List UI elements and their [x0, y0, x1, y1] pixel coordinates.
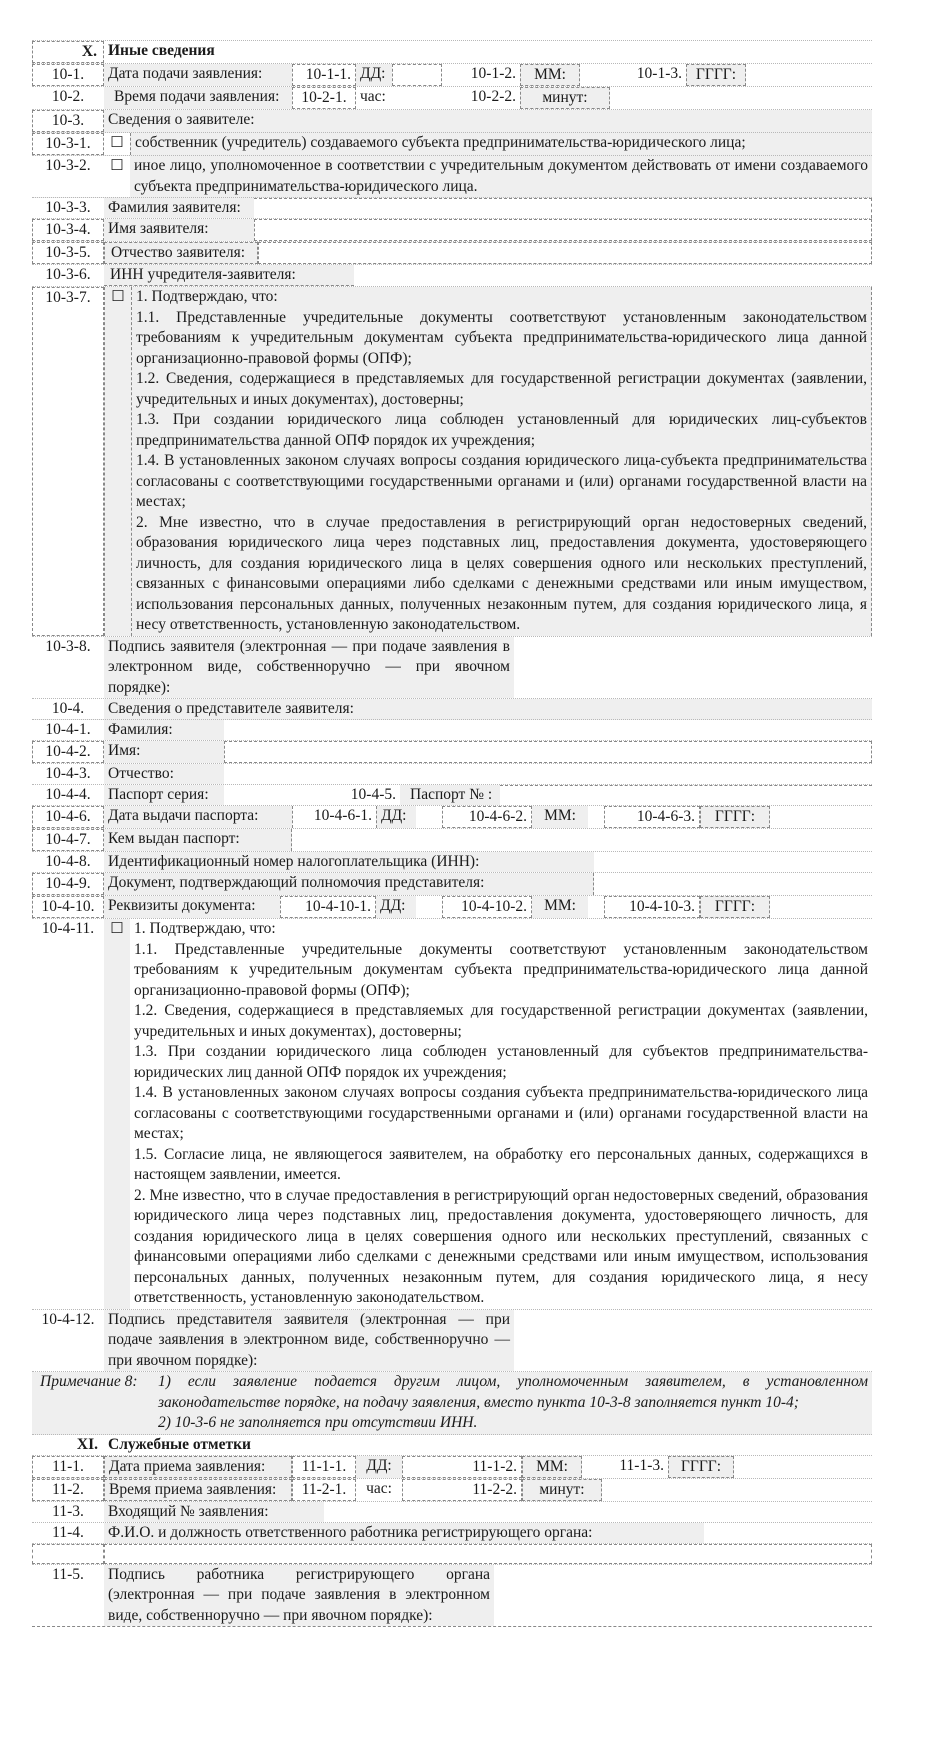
officer-label: Ф.И.О. и должность ответственного работника регистрирующего органа: — [104, 1523, 704, 1543]
receipt-time-label: Время приема заявления: — [104, 1479, 292, 1501]
field-number: 10-4-3. — [45, 765, 91, 782]
month-input[interactable] — [580, 64, 620, 86]
subfield-number: 10-4-6-3. — [604, 806, 700, 828]
row-10-4-11 — [32, 919, 872, 1310]
applicant-info-label: Сведения о заявителе: — [108, 111, 255, 128]
empty-number-cell — [32, 1544, 104, 1564]
row-11-3 — [32, 1502, 872, 1523]
month-label: ММ: — [532, 806, 588, 828]
field-number: 10-4-5. — [350, 786, 396, 803]
minute-input[interactable] — [610, 87, 872, 109]
row-10-3-1 — [32, 133, 872, 156]
month-label: ММ: — [520, 64, 580, 86]
rep-surname-label: Фамилия: — [104, 720, 224, 740]
row-10-4-6 — [32, 806, 872, 829]
year-label: ГГГГ: — [686, 64, 746, 86]
surname-input[interactable] — [254, 198, 872, 218]
incoming-number-input[interactable] — [324, 1502, 872, 1522]
field-number: 10-4-1. — [45, 721, 91, 738]
month-input[interactable] — [588, 896, 604, 918]
field-number: 10-3-1. — [32, 133, 104, 155]
confirm-line: 1.3. При создании юридического лица соблюден установленный для юридических лиц-субъектов предпринимательства данной ОПФ порядок их учреждения; — [136, 411, 867, 449]
row-10-3-6 — [32, 265, 872, 287]
confirm-line: 1.1. Представленные учредительные документы соответствуют установленным законодательством требованиям к учредительным документам субъекта предпринимательства-юридического лица данной организационно-правовой формы (ОПФ); — [134, 940, 868, 999]
authorized-person-checkbox[interactable]: ☐ — [104, 156, 130, 197]
rep-surname-input[interactable] — [224, 720, 872, 740]
hour-input[interactable] — [392, 87, 442, 109]
field-number: 10-3-6. — [45, 266, 91, 283]
row-10-4-8 — [32, 852, 872, 873]
rep-inn-label: Идентификационный номер налогоплательщика (ИНН): — [104, 852, 594, 872]
section-title: Служебные отметки — [108, 1435, 251, 1453]
rep-inn-input[interactable] — [594, 852, 872, 872]
rep-signature-label: Подпись представителя заявителя (электронная — при подаче заявления в электронном виде, собственноручно — при явочном порядке): — [104, 1310, 514, 1372]
rep-name-label: Имя: — [104, 741, 224, 763]
applicant-signature-label: Подпись заявителя (электронная — при подаче заявления в электронном виде, собственноручно — при явочном порядке): — [104, 637, 514, 699]
confirm-line: 1. Подтверждаю, что: — [134, 920, 276, 937]
passport-series-input[interactable] — [224, 785, 328, 805]
row-10-3-4 — [32, 219, 872, 242]
field-number: 10-4-12. — [41, 1310, 95, 1328]
row-10-4-1 — [32, 720, 872, 741]
row-10-3-2 — [32, 156, 872, 198]
field-number: 10-3-5. — [32, 242, 104, 264]
section-xi-header — [32, 1435, 872, 1456]
subfield-number: 11-2-2. — [402, 1479, 522, 1501]
day-input[interactable] — [392, 64, 442, 86]
subfield-number: 10-1-3. — [636, 65, 682, 82]
passport-number-input[interactable] — [500, 785, 872, 805]
note-item: 1) если заявление подается другим лицом, уполномоченным заявителем, в установленном законодательстве порядке, на подачу заявления, вместо пункта 10-3-8 заполняется пункт 10-4; — [158, 1373, 868, 1411]
day-input[interactable] — [416, 896, 442, 918]
row-10-4-7 — [32, 829, 872, 852]
submission-date-label: Дата подачи заявления: — [104, 64, 292, 86]
subfield-number: 10-4-10-2. — [442, 896, 532, 918]
confirm-line: 1.5. Согласие лица, не являющегося заявителем, на обработку его персональных данных, содержащихся в настоящем заявлении, имеется. — [134, 1145, 868, 1183]
row-10-3-5 — [32, 242, 872, 265]
field-number: 11-4. — [52, 1523, 84, 1541]
note-8 — [32, 1372, 872, 1435]
passport-issuer-label: Кем выдан паспорт: — [104, 829, 292, 851]
patronymic-input[interactable] — [258, 242, 872, 264]
month-label: ММ: — [532, 896, 588, 918]
year-input[interactable] — [770, 896, 872, 918]
patronymic-label: Отчество заявителя: — [104, 242, 258, 264]
confirm-line: 1.2. Сведения, содержащиеся в представляемых для государственной регистрации документах (заявлении, учредительных и иных документах), достоверны; — [134, 1002, 868, 1040]
field-number: 10-3-8. — [45, 637, 91, 655]
row-10-4-2 — [32, 741, 872, 764]
document-details-label: Реквизиты документа: — [104, 896, 280, 918]
day-label: ДД: — [356, 64, 392, 86]
day-label: ДД: — [376, 896, 416, 918]
rep-patronymic-input[interactable] — [224, 764, 872, 784]
owner-checkbox[interactable]: ☐ — [104, 133, 130, 155]
subfield-number: 10-2-2. — [470, 88, 516, 105]
authority-document-label: Документ, подтверждающий полномочия представителя: — [104, 873, 594, 895]
field-number: 10-4-10. — [32, 896, 104, 918]
subfield-number: 11-1-1. — [292, 1456, 356, 1478]
field-number: 10-3-3. — [45, 199, 91, 216]
row-11-5 — [32, 1565, 872, 1628]
row-11-4-input — [32, 1544, 872, 1565]
rep-patronymic-label: Отчество: — [104, 764, 224, 784]
rep-name-input[interactable] — [224, 741, 872, 763]
row-10-3-8 — [32, 637, 872, 700]
field-number: 10-3. — [32, 110, 104, 132]
section-number: X. — [32, 41, 104, 63]
field-number: 10-4-4. — [45, 786, 91, 803]
note-item: 2) 10-3-6 не заполняется при отсутствии ИНН. — [158, 1414, 478, 1431]
inn-input[interactable] — [354, 265, 872, 286]
subfield-number: 10-1-2. — [470, 65, 516, 82]
officer-signature-field[interactable] — [494, 1565, 872, 1627]
authority-document-input[interactable] — [594, 873, 872, 895]
confirm-line: 1.4. В установленных законом случаях вопросы создания юридического лица-субъекта предпринимательства согласованы с соответствующими государственными органами и (или) органами государственной власти на местах; — [136, 452, 867, 510]
row-10-4-4 — [32, 785, 872, 806]
year-label: ГГГГ: — [700, 806, 770, 828]
field-number: 10-3-7. — [32, 287, 104, 636]
subfield-number: 10-1-1. — [292, 64, 356, 86]
minute-label: минут: — [520, 87, 610, 109]
field-number: 10-4-6. — [32, 806, 104, 828]
day-input[interactable] — [416, 806, 442, 828]
year-label: ГГГГ: — [700, 896, 770, 918]
passport-date-label: Дата выдачи паспорта: — [104, 806, 292, 828]
applicant-signature-field[interactable] — [514, 637, 872, 699]
row-10-3-3 — [32, 198, 872, 219]
minute-label: минут: — [522, 1479, 602, 1501]
hour-label: час: — [360, 88, 386, 105]
field-number: 11-1. — [32, 1456, 104, 1478]
subfield-number: 10-2-1. — [292, 87, 356, 109]
subfield-number: 10-4-10-1. — [280, 896, 376, 918]
field-number: 11-2. — [32, 1479, 104, 1501]
field-number: 10-4. — [32, 699, 104, 719]
row-11-1 — [32, 1456, 872, 1479]
minute-input[interactable] — [602, 1479, 872, 1501]
submission-time-label: Время подачи заявления: — [104, 87, 292, 109]
field-number: 10-2. — [51, 88, 85, 105]
officer-input[interactable] — [104, 1544, 872, 1564]
passport-issuer-input[interactable] — [292, 829, 872, 851]
field-number: 10-4-2. — [32, 741, 104, 763]
confirm-line: 1.3. При создании юридического лица соблюден установленный для субъектов предпринимательства-юридических лиц данной ОПФ порядок их учреждения; — [134, 1043, 868, 1081]
confirmation-checkbox[interactable]: ☐ — [104, 287, 132, 636]
surname-label: Фамилия заявителя: — [104, 198, 254, 218]
section-number: XI. — [76, 1435, 98, 1453]
month-input[interactable] — [588, 806, 604, 828]
confirm-line: 2. Мне известно, что в случае предоставления в регистрирующий орган недостоверных сведений, образования юридического лица через подставных лиц, предоставления документа, удостоверяющего личность, для создания юридического лица в целях совершения одного или нескольких преступлений, связанных с финансовыми операциями либо сделками с денежными средствами или иным имуществом, использования персональных данных, полученных незаконным путем, для создания юридического лица, я несу ответственность, установленную законодательством. — [134, 1186, 868, 1306]
receipt-date-label: Дата приема заявления: — [104, 1456, 292, 1478]
section-title: Иные сведения — [108, 42, 215, 59]
confirm-line: 1. Подтверждаю, что: — [136, 288, 278, 305]
name-input[interactable] — [254, 219, 872, 241]
row-10-3 — [32, 110, 872, 133]
field-number: 10-1. — [32, 64, 104, 86]
passport-series-label: Паспорт серия: — [104, 785, 224, 805]
rep-confirmation-text — [130, 919, 872, 1309]
row-11-4 — [32, 1523, 872, 1544]
subfield-number: 10-4-6-1. — [292, 806, 376, 828]
confirm-line: 1.4. В установленных законом случаях вопросы создания субъекта предпринимательства-юридического лица согласованы с соответствующими государственными органами и (или) органами государственной власти на местах; — [134, 1084, 868, 1142]
authorized-person-option-text: иное лицо, уполномоченное в соответствии с учредительным документом действовать от имени создаваемого субъекта предпринимательства-юридического лица. — [134, 157, 868, 195]
subfield-number: 11-1-3. — [619, 1456, 664, 1474]
row-10-4-3 — [32, 764, 872, 785]
field-number: 11-5. — [52, 1565, 84, 1583]
field-number: 10-4-8. — [45, 853, 91, 870]
subfield-number: 10-4-6-2. — [442, 806, 532, 828]
field-number: 10-4-9. — [32, 873, 104, 895]
owner-option-text: собственник (учредитель) создаваемого субъекта предпринимательства-юридического лица; — [130, 133, 872, 155]
subfield-number: 11-2-1. — [292, 1479, 356, 1501]
confirm-line: 2. Мне известно, что в случае предоставления в регистрирующий орган недостоверных сведений, образования юридического лица через подставных лиц, предоставления документа, удостоверяющего личность, для создания юридического лица в целях совершения одного или нескольких преступлений, связанных с финансовыми операциями либо сделками с денежными средствами или иным имуществом, использования персональных данных, полученных незаконным путем, для создания юридического лица, я несу ответственность, установленную законодательством. — [136, 513, 867, 633]
rep-confirmation-checkbox[interactable]: ☐ — [104, 919, 130, 1309]
row-10-4-12 — [32, 1310, 872, 1373]
row-10-4-9 — [32, 873, 872, 896]
subfield-number: 11-1-2. — [402, 1456, 522, 1478]
note-label: Примечание 8: — [40, 1373, 138, 1390]
row-10-4 — [32, 699, 872, 720]
year-label: ГГГГ: — [668, 1456, 734, 1478]
day-label: ДД: — [356, 1456, 402, 1478]
officer-spacer — [704, 1523, 872, 1543]
subfield-number: 10-4-10-3. — [604, 896, 700, 918]
field-number: 10-4-7. — [32, 829, 104, 851]
rep-signature-field[interactable] — [514, 1310, 872, 1372]
confirm-line: 1.1. Представленные учредительные документы соответствуют установленным законодательством требованиям к учредительным документам субъекта предпринимательства-юридического лица данной организационно-правовой формы (ОПФ); — [136, 308, 867, 367]
confirmation-text — [132, 287, 872, 636]
month-label: ММ: — [522, 1456, 582, 1478]
section-x-header — [32, 40, 872, 64]
row-10-4-10 — [32, 896, 872, 919]
application-form — [32, 40, 872, 1627]
name-label: Имя заявителя: — [104, 219, 254, 241]
note-items — [154, 1372, 872, 1434]
field-number: 11-3. — [52, 1502, 84, 1520]
year-input[interactable] — [746, 64, 872, 86]
day-label: ДД: — [376, 806, 416, 828]
row-10-1 — [32, 64, 872, 87]
field-number: 10-3-2. — [32, 156, 104, 197]
row-11-2 — [32, 1479, 872, 1502]
field-number: 10-3-4. — [32, 219, 104, 241]
incoming-number-label: Входящий № заявления: — [104, 1502, 324, 1522]
year-input[interactable] — [770, 806, 872, 828]
row-10-3-7 — [32, 287, 872, 637]
inn-label: ИНН учредителя-заявителя: — [104, 265, 354, 286]
representative-info-label: Сведения о представителе заявителя: — [108, 700, 354, 717]
year-input[interactable] — [734, 1456, 872, 1478]
confirm-line: 1.2. Сведения, содержащиеся в представляемых для государственной регистрации документах (заявлении, учредительных и иных документах), достоверны; — [136, 370, 867, 408]
hour-label: час: — [366, 1479, 392, 1497]
officer-signature-label: Подпись работника регистрирующего органа (электронная — при подаче заявления в электронном виде, собственноручно — при явочном порядке): — [104, 1565, 494, 1627]
field-number: 10-4-11. — [41, 920, 95, 937]
row-10-2 — [32, 87, 872, 110]
passport-number-label: Паспорт № : — [400, 785, 500, 805]
